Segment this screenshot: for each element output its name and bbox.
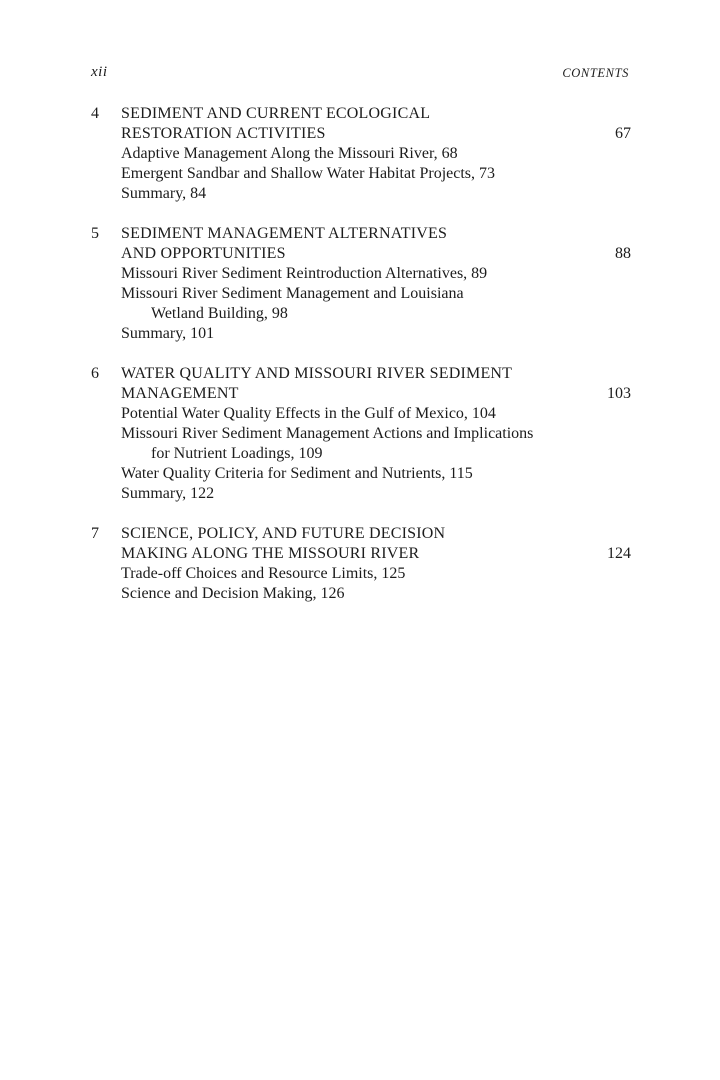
chapter-number: 7 <box>91 525 99 542</box>
chapter-title-line: SEDIMENT AND CURRENT ECOLOGICAL <box>121 105 431 122</box>
chapter-title-line: SCIENCE, POLICY, AND FUTURE DECISION <box>121 525 446 542</box>
chapter-title-line: WATER QUALITY AND MISSOURI RIVER SEDIMENT <box>121 365 513 382</box>
chapter-page-number: 88 <box>615 245 631 262</box>
running-title: CONTENTS <box>562 66 629 80</box>
chapter-title-line: MAKING ALONG THE MISSOURI RIVER <box>121 545 420 562</box>
toc-section-entry: Adaptive Management Along the Missouri River, 68 <box>121 145 458 162</box>
toc-chapter-7 <box>91 524 631 604</box>
chapter-title-line: RESTORATION ACTIVITIES <box>121 125 326 142</box>
chapter-title-line: AND OPPORTUNITIES <box>121 245 286 262</box>
toc-section-entry: Missouri River Sediment Reintroduction Alternatives, 89 <box>121 265 488 282</box>
toc-chapter-6 <box>91 364 631 504</box>
toc-section-entry: Summary, 101 <box>121 325 215 342</box>
toc-section-entry-continued: Wetland Building, 98 <box>151 305 288 322</box>
chapter-title-line: MANAGEMENT <box>121 385 239 402</box>
toc-section-entry: Science and Decision Making, 126 <box>121 585 345 602</box>
chapter-page-number: 103 <box>607 385 631 402</box>
chapter-page-number: 124 <box>607 545 631 562</box>
page-number: xii <box>91 64 108 80</box>
chapter-number: 6 <box>91 365 99 382</box>
chapter-number: 5 <box>91 225 99 242</box>
toc-section-entry: Emergent Sandbar and Shallow Water Habitat Projects, 73 <box>121 165 496 182</box>
toc-chapter-4 <box>91 104 631 204</box>
toc-section-entry: Water Quality Criteria for Sediment and Nutrients, 115 <box>121 465 473 482</box>
toc-section-entry: Summary, 84 <box>121 185 207 202</box>
toc-section-entry-continued: for Nutrient Loadings, 109 <box>151 445 323 462</box>
chapter-number: 4 <box>91 105 99 122</box>
toc-section-entry: Missouri River Sediment Management Actions and Implications <box>121 425 534 442</box>
toc-section-entry: Potential Water Quality Effects in the Gulf of Mexico, 104 <box>121 405 496 422</box>
chapter-page-number: 67 <box>615 125 631 142</box>
toc-section-entry: Missouri River Sediment Management and Louisiana <box>121 285 464 302</box>
table-of-contents <box>91 104 631 624</box>
toc-section-entry: Summary, 122 <box>121 485 215 502</box>
toc-section-entry: Trade-off Choices and Resource Limits, 125 <box>121 565 406 582</box>
toc-chapter-5 <box>91 224 631 344</box>
chapter-title-line: SEDIMENT MANAGEMENT ALTERNATIVES <box>121 225 448 242</box>
